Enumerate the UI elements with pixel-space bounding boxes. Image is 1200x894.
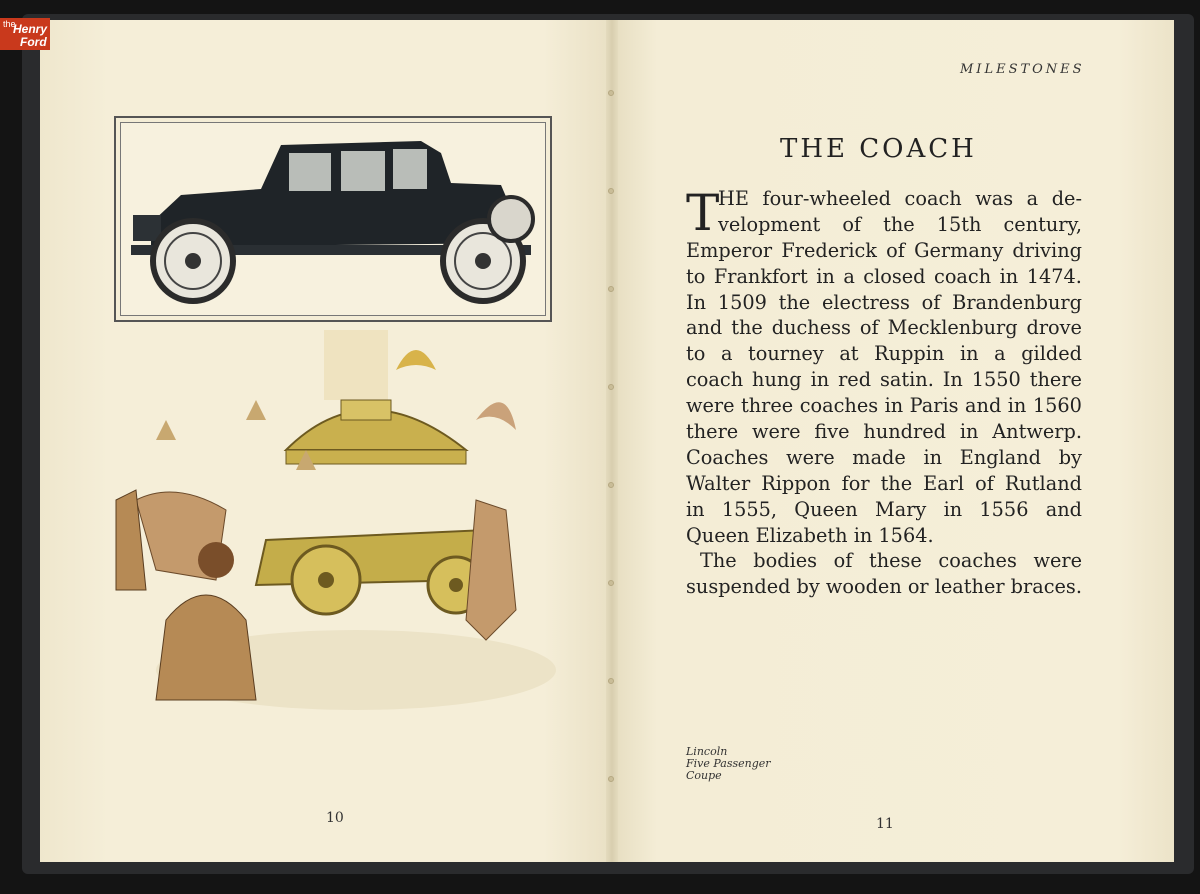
text-line: were three coaches in Paris and in 1560 (686, 394, 1082, 418)
logo-text: Henry (13, 22, 48, 36)
logo-text: the (3, 19, 16, 29)
text-line: suspended by wooden or leather braces. (686, 575, 1082, 599)
text-line: in 1555, Queen Mary in 1556 and (686, 497, 1082, 521)
body-text (686, 186, 1082, 600)
caption-line: Coupe (686, 769, 722, 782)
binding-stitch (608, 776, 614, 782)
book-gutter (606, 20, 618, 862)
text-line: and the duchess of Mecklenburg drove (686, 316, 1082, 340)
text-line: coach hung in red satin. In 1550 there (686, 368, 1082, 392)
car-drawing (121, 123, 547, 317)
text-line: Emperor Frederick of Germany driving (686, 238, 1082, 262)
binding-stitch (608, 580, 614, 586)
text-line: velopment of the 15th century, (718, 212, 1082, 236)
text-line: In 1509 the electress of Brandenburg (686, 290, 1082, 314)
caption-line: Five Passenger (686, 757, 771, 770)
drop-cap: T (686, 184, 720, 242)
text-line: to a tourney at Ruppin in a gilded (686, 342, 1082, 366)
binding-stitch (608, 188, 614, 194)
binding-stitch (608, 90, 614, 96)
car-illustration (120, 122, 546, 316)
text-line: HE four-wheeled coach was a de- (718, 187, 1082, 210)
coach-drawing (96, 330, 576, 800)
running-head: MILESTONES (960, 62, 1085, 77)
henry-ford-logo[interactable] (0, 18, 50, 50)
binding-stitch (608, 678, 614, 684)
coach-procession-illustration (96, 330, 576, 800)
logo-text: Ford (20, 35, 47, 49)
text-line: to Frankfort in a closed coach in 1474. (686, 264, 1082, 288)
text-line: there were five hundred in Antwerp. (686, 420, 1082, 444)
illustration-caption (686, 746, 771, 782)
car-illustration-frame (114, 116, 552, 322)
text-line: Coaches were made in England by (686, 445, 1082, 469)
page-number-right: 11 (876, 816, 894, 832)
text-line: Walter Rippon for the Earl of Rutland (686, 471, 1082, 495)
text-line: Queen Elizabeth in 1564. (686, 523, 934, 547)
binding-stitch (608, 482, 614, 488)
caption-line: Lincoln (686, 745, 728, 758)
page-number-left: 10 (326, 810, 344, 826)
text-line: The bodies of these coaches were (700, 549, 1082, 573)
binding-stitch (608, 384, 614, 390)
chapter-title: THE COACH (780, 134, 977, 164)
binding-stitch (608, 286, 614, 292)
